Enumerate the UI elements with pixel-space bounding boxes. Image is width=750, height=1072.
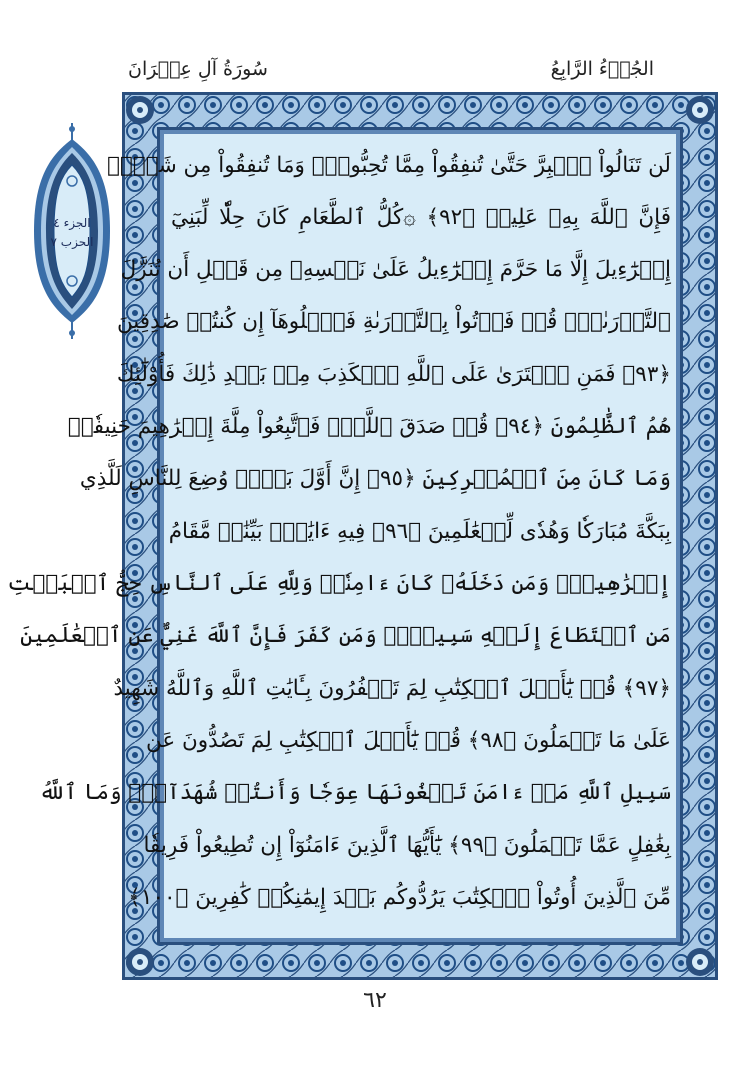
verse-line-12: عَلَىٰ مَا تَعۡمَلُونَ ﴿٩٨﴾ قُلۡ يَٰٓأَهۡلَ ٱلۡكِتَٰبِ لِمَ تَصُدُّونَ عَن bbox=[145, 728, 671, 753]
surah-name: سُورَةُ آلِ عِمۡرَانَ bbox=[128, 58, 268, 80]
verse-line-6: هُمُ ٱلظَّٰلِمُونَ ﴿٩٤﴾ قُلۡ صَدَقَ ٱللَّهُۗ فَٱتَّبِعُواْ مِلَّةَ إِبۡرَٰهِيمَ حَنِيفٗاۖ bbox=[67, 414, 671, 439]
juz-name: الجُزۡءُ الرَّابِعُ bbox=[550, 58, 654, 80]
verse-line-15: مِّنَ ٱلَّذِينَ أُوتُواْ ٱلۡكِتَٰبَ يَرُدُّوكُم بَعۡدَ إِيمَٰنِكُمۡ كَٰفِرِينَ ﴿١٠٠﴾ bbox=[128, 885, 671, 910]
hizb-number: الحزب ٧ bbox=[50, 235, 94, 249]
verse-line-1: لَن تَنَالُواْ ٱلۡبِرَّ حَتَّىٰ تُنفِقُواْ مِمَّا تُحِبُّونَۚ وَمَا تُنفِقُواْ مِن شَيۡءٖ bbox=[107, 153, 671, 178]
verse-line-7: وَمَا كَانَ مِنَ ٱلۡمُشۡرِكِينَ ﴿٩٥﴾ إِنَّ أَوَّلَ بَيۡتٖ وُضِعَ لِلنَّاسِ لَلَّذِي bbox=[79, 466, 671, 491]
verse-line-5: ﴿٩٣﴾ فَمَنِ ٱفۡتَرَىٰ عَلَى ٱللَّهِ ٱلۡكَذِبَ مِنۢ بَعۡدِ ذَٰلِكَ فَأُوْلَٰٓئِكَ bbox=[116, 362, 671, 387]
verse-line-10: مَنِ ٱسۡتَطَاعَ إِلَيۡهِ سَبِيلٗاۚ وَمَن كَفَرَ فَإِنَّ ٱللَّهَ غَنِيٌّ عَنِ ٱلۡعَٰلَمِينَ bbox=[20, 623, 671, 648]
verse-line-2: فَإِنَّ ٱللَّهَ بِهِۦ عَلِيمٞ ﴿٩٢﴾ ۞كُلُّ ٱلطَّعَامِ كَانَ حِلّٗا لِّبَنِيٓ bbox=[171, 205, 672, 230]
verse-line-14: بِغَٰفِلٍ عَمَّا تَعۡمَلُونَ ﴿٩٩﴾ يَٰٓأَيُّهَا ٱلَّذِينَ ءَامَنُوٓاْ إِن تُطِيعُواْ فَرِيقٗا bbox=[143, 833, 671, 858]
verse-line-11: ﴿٩٧﴾ قُلۡ يَٰٓأَهۡلَ ٱلۡكِتَٰبِ لِمَ تَكۡفُرُونَ بِـَٔايَٰتِ ٱللَّهِ وَٱللَّهُ شَهِيدٌ bbox=[113, 676, 671, 701]
verse-line-13: سَبِيلِ ٱللَّهِ مَنۡ ءَامَنَ تَبۡغُونَهَا عِوَجٗا وَأَنتُمۡ شُهَدَآءُۗ وَمَا ٱللَّهُ bbox=[39, 780, 671, 805]
medallion-ornament-icon bbox=[30, 123, 114, 339]
verse-line-8: بِبَكَّةَ مُبَارَكٗا وَهُدٗى لِّلۡعَٰلَمِينَ ﴿٩٦﴾ فِيهِ ءَايَٰتُۢ بَيِّنَٰتٞ مَّقَامُ bbox=[168, 519, 671, 544]
page-number: ٦٢ bbox=[363, 988, 387, 1013]
verse-line-9: إِبۡرَٰهِيمَۖ وَمَن دَخَلَهُۥ كَانَ ءَامِنٗاۗ وَلِلَّهِ عَلَى ٱلنَّاسِ حِجُّ ٱلۡبَيۡتِ bbox=[7, 571, 671, 596]
juz-hizb-medallion bbox=[30, 123, 114, 339]
verse-line-3: إِسۡرَٰٓءِيلَ إِلَّا مَا حَرَّمَ إِسۡرَٰٓءِيلُ عَلَىٰ نَفۡسِهِۦ مِن قَبۡلِ أَن تُنَزَّلَ bbox=[120, 257, 671, 282]
verse-line-4: ٱلتَّوۡرَىٰةُۚ قُلۡ فَأۡتُواْ بِٱلتَّوۡرَىٰةِ فَٱتۡلُوهَآ إِن كُنتُمۡ صَٰدِقِينَ bbox=[116, 309, 671, 334]
juz-number: الجزء ٤ bbox=[53, 216, 91, 230]
